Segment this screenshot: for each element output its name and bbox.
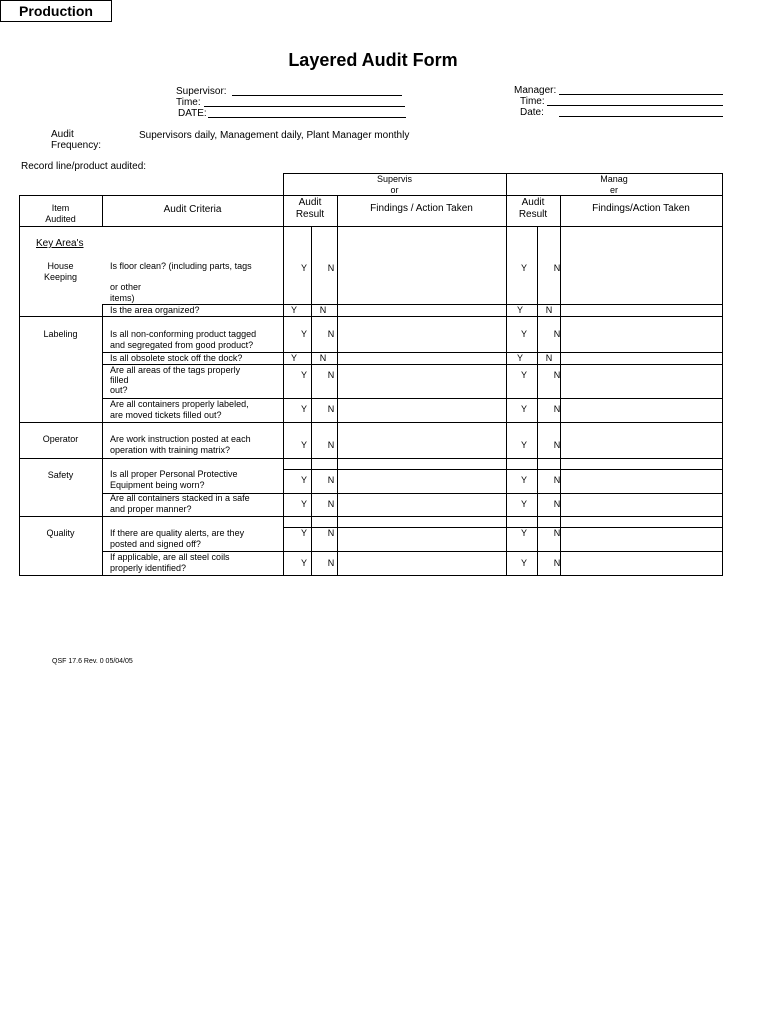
- row-1-sup-yes-option[interactable]: Y: [300, 263, 307, 273]
- row-11-mgr-yes-option[interactable]: Y: [520, 558, 527, 568]
- row-8-sup-yes-option[interactable]: Y: [300, 475, 307, 485]
- supervisor-time-field[interactable]: [204, 106, 405, 107]
- row-6-sup-no-option[interactable]: N: [327, 404, 335, 414]
- row-10-sup-no-option[interactable]: N: [327, 528, 335, 538]
- row-7-sup-yes-option[interactable]: Y: [300, 440, 307, 450]
- row-11-sup-yes-option[interactable]: Y: [300, 558, 307, 568]
- audit-criteria-header: Audit Criteria: [163, 204, 222, 215]
- criterion-area-organized: Is the area organized?: [110, 305, 200, 315]
- supervisor-label: Supervisor:: [176, 86, 227, 97]
- row-10-sup-yes-option[interactable]: Y: [300, 528, 307, 538]
- mgr-findings-header: Findings/Action Taken: [592, 203, 690, 214]
- mgr-audit-result-header: Audit Result: [518, 197, 548, 220]
- row-11-sup-no-option[interactable]: N: [327, 558, 335, 568]
- row-9-mgr-no-option[interactable]: N: [553, 499, 561, 509]
- row-2-mgr-no-option[interactable]: N: [545, 305, 553, 315]
- row-3-mgr-no-option[interactable]: N: [553, 329, 561, 339]
- row-6-mgr-yes-option[interactable]: Y: [520, 404, 527, 414]
- supervisor-field[interactable]: [232, 95, 402, 96]
- manager-time-field[interactable]: [547, 105, 723, 106]
- row-9-mgr-yes-option[interactable]: Y: [520, 499, 527, 509]
- row-8-sup-no-option[interactable]: N: [327, 475, 335, 485]
- row-8-mgr-yes-option[interactable]: Y: [520, 475, 527, 485]
- manager-date-field[interactable]: [559, 116, 723, 117]
- criterion-tags-filled: Are all areas of the tags properly filled out?: [110, 365, 241, 395]
- row-2-mgr-yes-option[interactable]: Y: [516, 305, 523, 315]
- row-11-mgr-no-option[interactable]: N: [553, 558, 561, 568]
- row-8-mgr-no-option[interactable]: N: [553, 475, 561, 485]
- audit-label: Audit: [51, 129, 74, 140]
- row-10-mgr-no-option[interactable]: N: [553, 528, 561, 538]
- group-quality: Quality: [46, 528, 75, 538]
- audit-table: [19, 173, 723, 576]
- row-5-mgr-yes-option[interactable]: Y: [520, 370, 527, 380]
- date-label: DATE:: [178, 108, 207, 119]
- row-5-mgr-no-option[interactable]: N: [553, 370, 561, 380]
- row-1-mgr-yes-option[interactable]: Y: [520, 263, 527, 273]
- group-safety: Safety: [47, 470, 74, 480]
- criterion-containers-labeled: Are all containers properly labeled, are moved tickets filled out?: [110, 399, 249, 420]
- criterion-steel-coils: If applicable, are all steel coils properly identified?: [110, 552, 230, 573]
- criterion-obsolete-stock: Is all obsolete stock off the dock?: [110, 353, 243, 363]
- sup-findings-header: Findings / Action Taken: [370, 203, 473, 214]
- group-labeling: Labeling: [43, 329, 78, 339]
- row-1-mgr-no-option[interactable]: N: [553, 263, 561, 273]
- row-7-mgr-no-option[interactable]: N: [553, 440, 561, 450]
- row-5-sup-yes-option[interactable]: Y: [300, 370, 307, 380]
- manager-field[interactable]: [559, 94, 723, 95]
- sup-audit-result-header: Audit Result: [295, 197, 325, 220]
- row-4-mgr-yes-option[interactable]: Y: [516, 353, 523, 363]
- row-2-sup-yes-option[interactable]: Y: [290, 305, 297, 315]
- row-7-mgr-yes-option[interactable]: Y: [520, 440, 527, 450]
- row-7-sup-no-option[interactable]: N: [327, 440, 335, 450]
- department-box: Production: [0, 0, 112, 22]
- row-9-sup-yes-option[interactable]: Y: [300, 499, 307, 509]
- audit-frequency-text: Supervisors daily, Management daily, Plant Manager monthly: [139, 130, 410, 141]
- row-4-sup-yes-option[interactable]: Y: [290, 353, 297, 363]
- group-operator: Operator: [42, 434, 79, 444]
- criterion-containers-stacked: Are all containers stacked in a safe and proper manner?: [110, 493, 250, 514]
- criterion-quality-alerts: If there are quality alerts, are they posted and signed off?: [110, 528, 245, 549]
- row-6-mgr-no-option[interactable]: N: [553, 404, 561, 414]
- row-3-sup-yes-option[interactable]: Y: [300, 329, 307, 339]
- manager-date-label: Date:: [520, 107, 544, 118]
- manager-label: Manager:: [514, 85, 557, 96]
- supervisor-header: Supervis or: [376, 174, 412, 195]
- row-6-sup-yes-option[interactable]: Y: [300, 404, 307, 414]
- time-label: Time:: [176, 97, 201, 108]
- row-1-sup-no-option[interactable]: N: [327, 263, 335, 273]
- criterion-ppe: Is all proper Personal Protective Equipment being worn?: [110, 469, 238, 490]
- record-line-label: Record line/product audited:: [21, 161, 147, 172]
- criterion-floor-clean: Is floor clean? (including parts, tags or other items): [110, 261, 252, 303]
- row-5-sup-no-option[interactable]: N: [327, 370, 335, 380]
- row-3-sup-no-option[interactable]: N: [327, 329, 335, 339]
- row-4-sup-no-option[interactable]: N: [319, 353, 327, 363]
- row-2-sup-no-option[interactable]: N: [319, 305, 327, 315]
- criterion-nonconforming: Is all non-conforming product tagged and segregated from good product?: [110, 329, 257, 350]
- key-areas-label: Key Area's: [36, 238, 84, 249]
- form-title: Layered Audit Form: [288, 50, 458, 70]
- supervisor-date-field[interactable]: [208, 117, 406, 118]
- group-house-keeping: House Keeping: [43, 261, 78, 282]
- frequency-label: Frequency:: [51, 140, 102, 151]
- manager-header: Manag er: [600, 174, 628, 195]
- row-10-mgr-yes-option[interactable]: Y: [520, 528, 527, 538]
- criterion-work-instruction: Are work instruction posted at each operation with training matrix?: [110, 434, 251, 455]
- manager-time-label: Time:: [520, 96, 545, 107]
- row-3-mgr-yes-option[interactable]: Y: [520, 329, 527, 339]
- row-4-mgr-no-option[interactable]: N: [545, 353, 553, 363]
- item-audited-header: Item Audited: [45, 203, 76, 224]
- row-9-sup-no-option[interactable]: N: [327, 499, 335, 509]
- form-footer-code: QSF 17.6 Rev. 0 05/04/05: [52, 658, 133, 665]
